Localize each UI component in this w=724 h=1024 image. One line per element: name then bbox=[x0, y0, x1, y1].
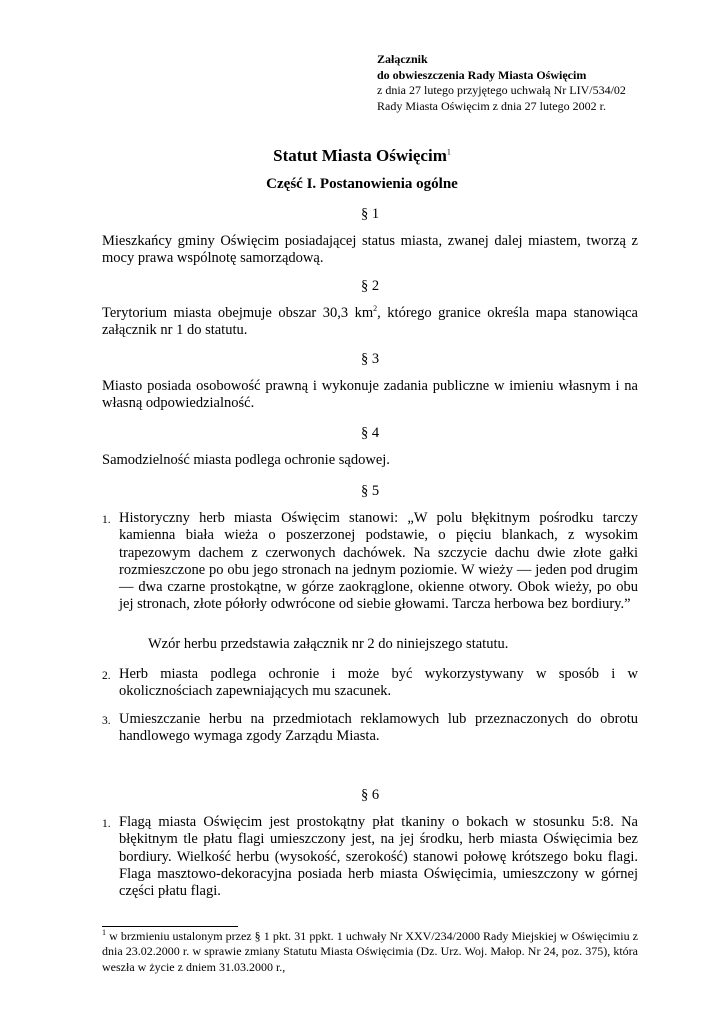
part-title: Część I. Postanowienia ogólne bbox=[266, 176, 458, 192]
section-3-heading: § 3 bbox=[360, 351, 380, 367]
item-number: 1. bbox=[102, 818, 111, 830]
section-2-heading: § 2 bbox=[360, 278, 380, 294]
item-number: 1. bbox=[102, 514, 111, 526]
section-4-heading: § 4 bbox=[360, 425, 380, 441]
section-6-item-1 bbox=[102, 814, 638, 900]
section-2-text-start: Terytorium miasta obejmuje obszar 30,3 km bbox=[102, 305, 374, 321]
footnote-text: w brzmieniu ustalonym przez § 1 pkt. 31 ppkt. 1 uchwały Nr XXV/234/2000 Rady Miejskiej w Oświęcimiu z dnia 23.02.2000 r. w sprawie zmiany Statutu Miasta Oświęcimia (Dz. Urz. Woj. Małop. Nr 24, poz. 375), która weszła w życie z dniem 31.03.2000 r., bbox=[102, 929, 638, 974]
item-text: Flagą miasta Oświęcim jest prostokątny płat tkaniny o bokach w stosunku 5:8. Na błękitnym tle płatu flagi umieszczony jest, na jej środku, herb miasta Oświęcimia bez bordiury. Wielkość herbu (wysokość, szerokość) stanowi połowę krótszego boku flagi. Flaga masztowo-dekoracyjna posiada herb miasta Oświęcimia, umieszczony w górnej części płatu flagi. bbox=[119, 814, 638, 900]
section-1-heading: § 1 bbox=[360, 206, 380, 222]
section-5-item-1 bbox=[102, 510, 638, 614]
section-1-text: Mieszkańcy gminy Oświęcim posiadającej status miasta, zwanej dalej miastem, tworzą z mocy prawa wspólnotę samorządową. bbox=[102, 233, 638, 267]
section-5-item-2 bbox=[102, 666, 638, 701]
footnote-mark: 1 bbox=[102, 928, 106, 937]
attachment-date-resolution: z dnia 27 lutego przyjętego uchwałą Nr LIV/534/02 bbox=[377, 83, 626, 97]
item-text: Umieszczanie herbu na przedmiotach reklamowych lub przeznaczonych do obrotu handlowego wymaga zgody Zarządu Miasta. bbox=[119, 711, 638, 745]
document-title bbox=[0, 146, 724, 166]
section-5-note: Wzór herbu przedstawia załącznik nr 2 do niniejszego statutu. bbox=[148, 636, 509, 652]
section-2-text bbox=[102, 305, 638, 340]
footnote-separator bbox=[102, 926, 238, 927]
footnote bbox=[102, 929, 638, 975]
attachment-council-date: Rady Miasta Oświęcim z dnia 27 lutego 2002 r. bbox=[377, 98, 606, 113]
title-footnote-mark: 1 bbox=[446, 147, 451, 157]
item-number: 3. bbox=[102, 715, 111, 727]
item-number: 2. bbox=[102, 670, 111, 682]
item-text: Herb miasta podlega ochronie i może być wykorzystywany w sposób i w okolicznościach zapewniających mu szacunek. bbox=[119, 666, 638, 700]
document-title-text: Statut Miasta Oświęcim bbox=[273, 146, 447, 165]
section-4-text: Samodzielność miasta podlega ochronie sądowej. bbox=[102, 452, 390, 468]
item-text: Historyczny herb miasta Oświęcim stanowi: „W polu błękitnym pośrodku tarczy kamienna biała wieża o poszerzonej podstawie, o pięciu blankach, z wysokim trapezowym dachem z czerwonych dachówek. Na szczycie dachu dwie złote gałki rozmieszczone po obu jego stronach na jednym poziomie. W wieży — jeden pod drugim — dwa czarne prostokątne, w górze zaokrąglone, okienne otwory. Obok wieży, po obu jej stronach, złote półorły odwrócone od siebie głowami. Tarcza herbowa bez bordiury.” bbox=[119, 510, 638, 613]
attachment-label: Załącznik bbox=[377, 52, 428, 66]
attachment-header bbox=[377, 52, 626, 114]
attachment-announcement: do obwieszczenia Rady Miasta Oświęcim bbox=[377, 67, 587, 82]
section-6-heading: § 6 bbox=[360, 787, 380, 803]
section-5-heading: § 5 bbox=[360, 483, 380, 499]
section-3-text: Miasto posiada osobowość prawną i wykonuje zadania publiczne w imieniu własnym i na własną odpowiedzialność. bbox=[102, 378, 638, 412]
section-5-item-3 bbox=[102, 711, 638, 746]
section-2-superscript: 2 bbox=[373, 304, 378, 314]
section-2-text-end: , którego granice określa mapa stanowiąca załącznik nr 1 do statutu. bbox=[102, 305, 638, 339]
